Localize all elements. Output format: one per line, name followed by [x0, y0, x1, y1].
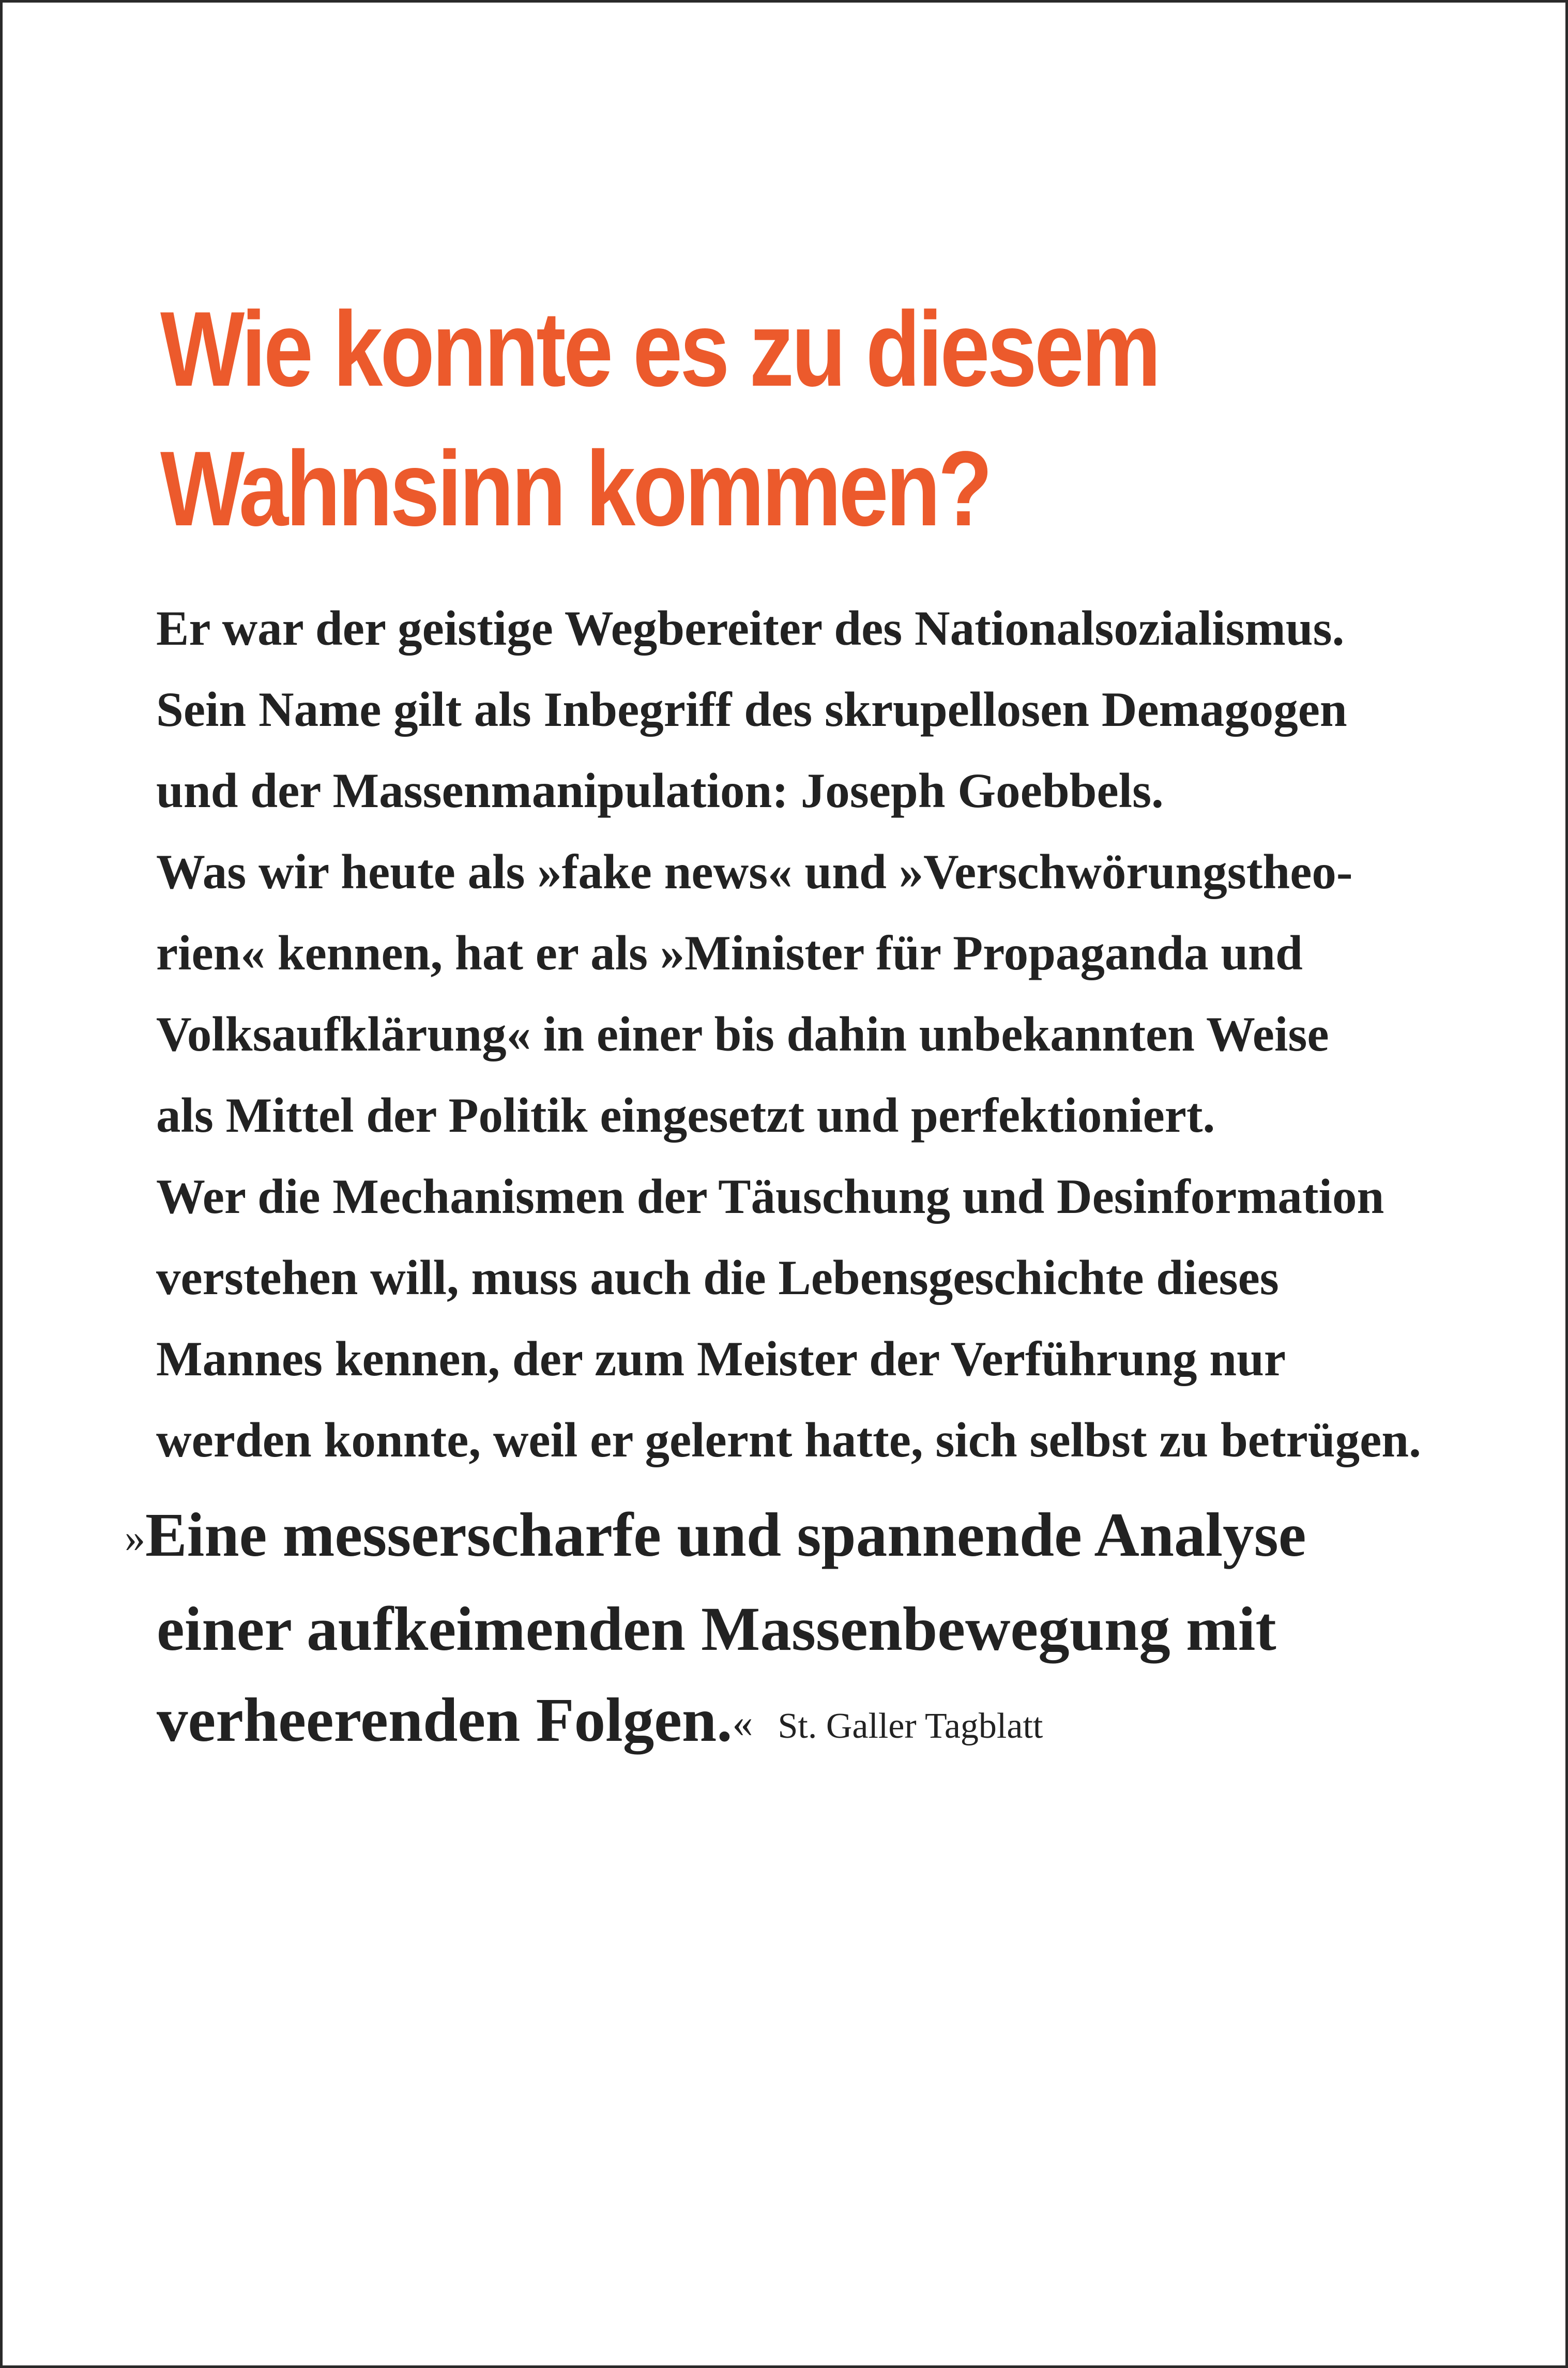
blurb-line: Sein Name gilt als Inbegriff des skrupellosen Demagogen: [156, 682, 1347, 737]
quote-source: St. Galler Tagblatt: [778, 1706, 1043, 1746]
quote-line: [125, 1675, 1479, 1772]
blurb-text: [156, 588, 1428, 1481]
quote-open-mark: »: [125, 1515, 145, 1561]
quote-line: einer aufkeimenden Massenbewegung mit: [157, 1595, 1276, 1664]
quote-line-text: Eine messerscharfe und spannende Analyse: [145, 1500, 1306, 1570]
headline: [160, 279, 1246, 558]
blurb-line: rien« kennen, hat er als »Minister für Propaganda und: [156, 925, 1303, 980]
quote-close-mark: «: [732, 1701, 753, 1746]
blurb-line: Was wir heute als »fake news« und »Verschwörungstheo-: [156, 844, 1353, 899]
blurb-line: als Mittel der Politik eingesetzt und perfektioniert.: [156, 1088, 1215, 1143]
blurb-line: Volksaufklärung« in einer bis dahin unbekannten Weise: [156, 1007, 1329, 1061]
blurb-line: verstehen will, muss auch die Lebensgeschichte dieses: [156, 1250, 1279, 1305]
blurb-line: und der Massenmanipulation: Joseph Goebbels.: [156, 763, 1164, 818]
blurb-line: Mannes kennen, der zum Meister der Verführung nur: [156, 1331, 1286, 1386]
headline-line: Wie konnte es zu diesem: [160, 290, 1159, 408]
blurb-line: werden konnte, weil er gelernt hatte, sich selbst zu betrügen.: [156, 1413, 1421, 1467]
press-quote: [125, 1490, 1479, 1772]
headline-line: Wahnsinn kommen?: [160, 429, 990, 548]
blurb-line: Er war der geistige Wegbereiter des Nationalsozialismus.: [156, 601, 1345, 656]
blurb-line: Wer die Mechanismen der Täuschung und Desinformation: [156, 1169, 1384, 1224]
quote-line: [125, 1490, 1479, 1584]
quote-line-text: verheerenden Folgen.: [157, 1686, 733, 1755]
